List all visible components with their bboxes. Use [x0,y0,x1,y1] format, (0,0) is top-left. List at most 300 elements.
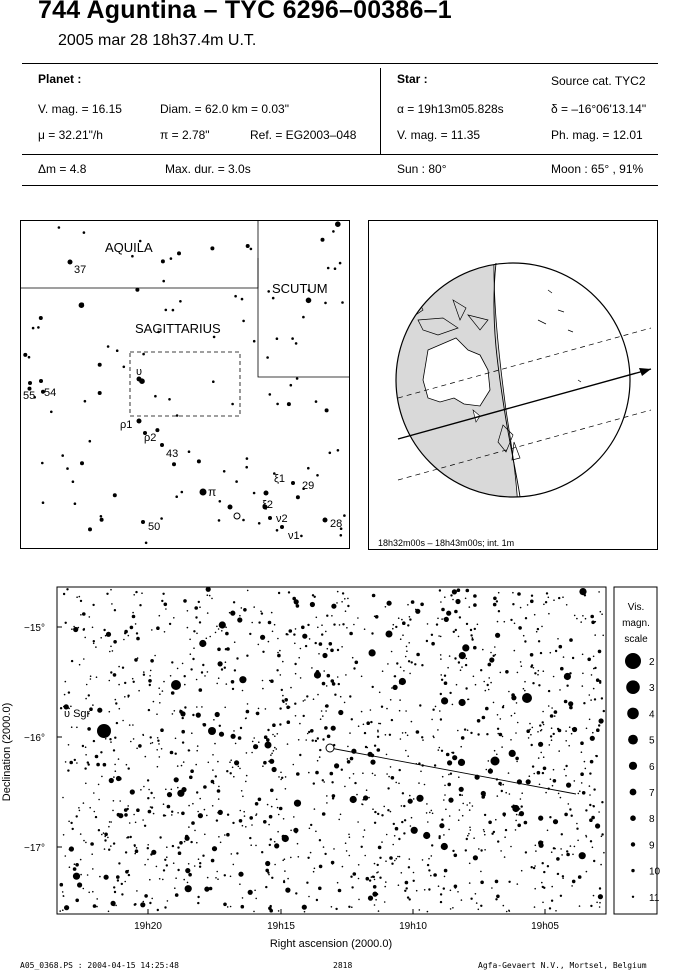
detail-star [371,632,373,634]
detail-star [541,882,543,884]
detail-star [91,853,93,855]
finder-star [246,244,250,248]
detail-star [156,749,158,751]
detail-star [76,596,78,598]
detail-star [69,846,74,851]
detail-star [502,736,504,738]
detail-star [293,633,295,635]
detail-star [592,847,594,849]
detail-star [455,629,457,631]
detail-star [520,798,522,800]
detail-star [568,803,570,805]
detail-star [230,876,232,878]
detail-star [190,653,192,655]
detail-star [406,887,408,889]
detail-star [381,841,383,843]
detail-star [268,907,272,911]
detail-star [364,628,366,630]
detail-star [75,899,79,903]
detail-star [225,632,229,636]
detail-star [69,866,71,868]
detail-star [407,624,409,626]
detail-star [409,858,411,860]
detail-star [594,634,596,636]
finder-star [332,230,335,233]
detail-star [313,698,315,700]
detail-star [316,899,318,901]
detail-star [162,690,164,692]
detail-star [461,760,465,764]
detail-star [201,706,203,708]
detail-star [204,675,206,677]
star-label-xi2: ξ2 [262,499,274,511]
detail-star [73,626,75,628]
detail-star [196,791,198,793]
detail-star [121,893,123,895]
detail-star [340,696,342,698]
finder-star [100,518,104,522]
detail-star [441,750,443,752]
detail-star [594,667,596,669]
detail-star [70,822,72,824]
detail-star [525,851,527,853]
planet-pi: π = 2.78" [160,128,210,142]
detail-star [74,759,76,761]
detail-star [311,667,313,669]
detail-star [316,617,318,619]
detail-star [514,713,516,715]
detail-star [153,701,155,703]
finder-star [334,267,337,270]
finder-star [175,495,178,498]
detail-star [586,871,588,873]
detail-star [133,814,135,816]
star-vmag: V. mag. = 11.35 [397,128,481,142]
detail-star [274,864,276,866]
detail-star [405,750,407,752]
detail-star [427,623,429,625]
detail-star [515,732,517,734]
detail-star [438,749,440,751]
detail-star [530,734,532,736]
detail-star [566,853,570,857]
detail-star [337,676,339,678]
detail-star [194,606,198,610]
detail-star [550,714,554,718]
detail-star [372,686,374,688]
detail-bright-star [522,693,532,703]
detail-star [596,678,600,682]
detail-star [87,874,89,876]
detail-star [566,783,571,788]
detail-star [293,828,298,833]
detail-star [394,675,396,677]
detail-star [419,704,421,706]
detail-star [132,678,134,680]
detail-star [556,857,560,861]
detail-star [315,831,317,833]
detail-star [279,807,283,811]
detail-star [99,876,101,878]
detail-star [494,750,496,752]
detail-star [459,787,464,792]
detail-star [101,776,103,778]
finder-named-star [28,381,32,385]
detail-star [96,763,100,767]
detail-star [195,616,197,618]
detail-star [278,592,280,594]
sun-elongation: Sun : 80° [397,162,447,176]
detail-star [418,782,420,784]
detail-star [163,681,165,683]
detail-star [110,589,112,591]
detail-star [462,644,469,651]
detail-star [496,754,498,756]
detail-star [346,850,348,852]
detail-star [538,684,540,686]
detail-star [158,687,160,689]
detail-star [580,741,584,745]
detail-star [398,783,400,785]
detail-star [358,725,360,727]
detail-star [156,866,158,868]
detail-star [495,654,497,656]
detail-star [264,735,268,739]
detail-star [335,908,337,910]
label-aquila: AQUILA [105,240,153,255]
detail-star [215,632,217,634]
detail-star [231,853,233,855]
detail-star [118,666,120,668]
detail-star [196,679,198,681]
detail-star [409,673,411,675]
finder-star [162,280,165,283]
detail-star [234,669,236,671]
detail-star [278,910,280,912]
footer-credit: Agfa-Gevaert N.V., Mortsel, Belgium [478,961,647,970]
detail-star [218,798,220,800]
detail-star [601,697,603,699]
detail-star [338,819,340,821]
detail-star [110,671,112,673]
detail-star [67,769,69,771]
detail-star [411,600,415,604]
detail-star [448,829,450,831]
detail-star [384,886,386,888]
detail-star [390,766,392,768]
finder-star [246,457,249,460]
detail-star [317,760,319,762]
detail-star [379,877,381,879]
detail-star [98,799,100,801]
detail-star [521,665,523,667]
detail-star [551,851,553,853]
detail-star [209,595,211,597]
detail-star [144,864,146,866]
detail-star [368,797,370,799]
detail-star [150,853,152,855]
detail-star [342,592,344,594]
detail-star [409,618,411,620]
header-divider [380,68,381,154]
detail-star [319,642,323,646]
detail-star [353,667,355,669]
header-rule-3 [22,185,658,186]
detail-star [79,596,81,598]
detail-star [574,846,576,848]
detail-star [313,782,315,784]
detail-star [471,638,473,640]
detail-star [547,830,549,832]
finder-named-star [291,481,295,485]
detail-star [226,770,228,772]
detail-star [197,896,199,898]
detail-star [374,745,376,747]
detail-star [159,836,161,838]
detail-star [262,651,264,653]
detail-star [73,627,78,632]
detail-star [375,899,377,901]
detail-star [217,878,219,880]
detail-star [526,779,531,784]
detail-star [286,706,290,710]
detail-star [157,909,159,911]
detail-star [447,760,452,765]
finder-star [272,297,275,300]
detail-star [177,787,179,789]
detail-star [245,718,247,720]
detail-star [349,632,353,636]
detail-star [135,591,137,593]
detail-star [255,898,257,900]
detail-star [69,761,73,765]
detail-star [135,822,137,824]
detail-star [502,784,504,786]
detail-star [443,834,445,836]
detail-star [509,910,511,912]
star-label-50: 50 [148,521,161,533]
detail-star [109,651,111,653]
finder-star [296,377,299,380]
detail-star [364,855,366,857]
detail-star [466,804,468,806]
detail-star [537,628,539,630]
detail-star [508,691,510,693]
detail-star [462,803,464,805]
detail-star [250,844,252,846]
detail-star [232,822,234,824]
detail-star [566,604,568,606]
detail-star [211,780,215,784]
detail-star [201,671,203,673]
detail-star [501,746,503,748]
detail-star [561,854,563,856]
finder-star [81,303,84,306]
detail-star [132,724,134,726]
detail-star [161,748,163,750]
detail-star [133,738,135,740]
detail-star [450,890,452,892]
detail-star [596,755,598,757]
finder-star [39,316,43,320]
detail-star [529,775,531,777]
detail-star [147,779,149,781]
y-tick-label-15: −15° [24,623,45,634]
scale-label: 4 [649,709,655,721]
detail-star [87,727,91,731]
scale-title-3: scale [624,634,648,645]
detail-star [281,777,283,779]
detail-star [333,848,335,850]
detail-star [377,864,379,866]
detail-star [532,727,534,729]
detail-star [92,627,94,629]
detail-star [344,786,346,788]
detail-star [501,790,503,792]
detail-star [262,688,264,690]
detail-star [312,594,314,596]
detail-star [517,883,519,885]
detail-star [523,688,525,690]
detail-star [290,687,292,689]
detail-star [393,823,395,825]
detail-star [165,608,167,610]
detail-star [590,615,594,619]
scale-label: 9 [649,840,655,852]
detail-star [287,878,289,880]
detail-star [389,856,393,860]
star-label-xi1: ξ1 [274,473,286,485]
detail-star [93,640,95,642]
detail-star [408,866,410,868]
detail-star [207,612,209,614]
finder-star [28,356,31,359]
detail-star [181,765,183,767]
detail-star [170,675,172,677]
detail-star [406,650,408,652]
header-rule [22,63,658,64]
detail-star [204,834,206,836]
scale-dot [631,842,635,846]
detail-star [385,606,387,608]
detail-star [598,894,603,899]
detail-star [464,728,466,730]
detail-star [119,708,121,710]
detail-star [157,737,159,739]
finder-star [50,411,53,414]
detail-star [114,609,116,611]
detail-star [600,611,602,613]
detail-star [301,626,305,630]
detail-star [162,879,164,881]
detail-star [133,681,135,683]
detail-star [199,862,201,864]
detail-star [209,636,211,638]
detail-star [103,763,107,767]
detail-star [446,753,450,757]
detail-star [461,736,465,740]
star-label-upsilon: υ [136,366,143,378]
detail-star [93,792,95,794]
detail-star [332,794,336,798]
detail-star [448,798,453,803]
detail-star [444,618,446,620]
detail-star [520,607,522,609]
finder-star [98,363,102,367]
detail-star [278,776,280,778]
detail-star [407,604,409,606]
star-label-rho1: ρ1 [120,419,133,431]
detail-star [376,893,378,895]
detail-star [582,685,584,687]
detail-star [476,777,478,779]
detail-star [280,772,282,774]
detail-star [381,706,383,708]
detail-star [524,640,526,642]
detail-star [75,863,79,867]
finder-star [23,353,27,357]
detail-star [428,888,430,890]
detail-star [127,805,129,807]
detail-star [136,847,138,849]
detail-star [119,800,121,802]
detail-star [189,750,191,752]
detail-star [260,635,265,640]
finder-star [321,238,325,242]
detail-star [290,830,292,832]
detail-star [352,657,354,659]
detail-star [182,741,184,743]
planet-vmag: V. mag. = 16.15 [38,102,122,116]
detail-star [504,815,506,817]
detail-star [583,702,585,704]
detail-star [411,827,418,834]
detail-star [123,639,125,641]
detail-star [277,652,279,654]
detail-star [535,850,537,852]
detail-star [147,847,149,849]
finder-star [168,398,171,401]
detail-star [379,692,381,694]
detail-star [392,628,394,630]
detail-star [115,770,117,772]
detail-star [386,834,388,836]
detail-star [114,891,116,893]
detail-star [356,794,358,796]
detail-star [495,633,500,638]
detail-star [326,685,328,687]
detail-star [351,886,353,888]
detail-star [599,718,604,723]
detail-star [79,664,81,666]
detail-star [570,845,572,847]
detail-star [294,703,296,705]
finder-star [32,327,35,330]
detail-star [549,744,551,746]
detail-star [147,797,149,799]
detail-star [550,652,552,654]
detail-star [477,624,479,626]
planet-mu: μ = 32.21"/h [38,128,103,142]
detail-star [562,596,564,598]
detail-star [424,889,426,891]
detail-star [188,805,190,807]
detail-star [453,631,455,633]
detail-star [440,693,442,695]
detail-star [142,734,144,736]
detail-star [325,710,327,712]
detail-star [505,792,507,794]
